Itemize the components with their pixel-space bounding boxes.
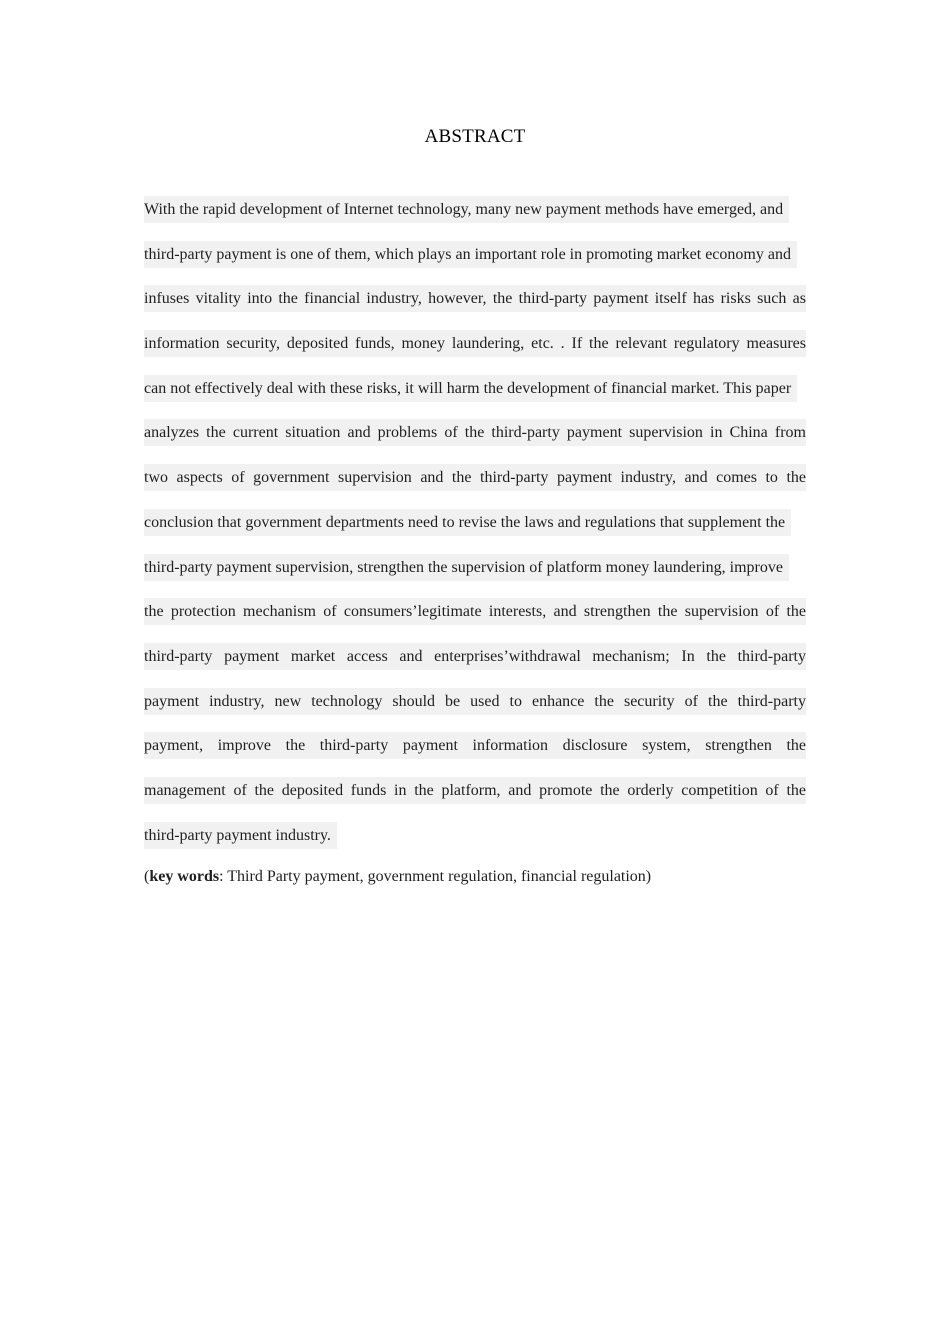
abstract-line: payment, improve the third-party payment information disclosure system, strengthen the: [144, 730, 806, 775]
abstract-line: third-party payment industry.: [144, 820, 806, 865]
abstract-line: management of the deposited funds in the platform, and promote the orderly competition of the: [144, 775, 806, 820]
abstract-body: [144, 194, 806, 864]
abstract-title: ABSTRACT: [424, 126, 526, 147]
keywords-text: : Third Party payment, government regulation, financial regulation): [219, 868, 652, 885]
keywords-open-paren: (: [144, 868, 150, 885]
keywords-line: [144, 866, 651, 888]
abstract-line: third-party payment supervision, strengthen the supervision of platform money laundering, improve: [144, 552, 806, 597]
abstract-line: two aspects of government supervision and the third-party payment industry, and comes to the: [144, 462, 806, 507]
abstract-line: the protection mechanism of consumers’legitimate interests, and strengthen the supervision of the: [144, 596, 806, 641]
abstract-line: information security, deposited funds, money laundering, etc. . If the relevant regulatory measures: [144, 328, 806, 373]
abstract-line: payment industry, new technology should be used to enhance the security of the third-party: [144, 686, 806, 731]
abstract-line: third-party payment is one of them, which plays an important role in promoting market economy and: [144, 239, 806, 284]
abstract-line: analyzes the current situation and problems of the third-party payment supervision in China from: [144, 417, 806, 462]
abstract-line: conclusion that government departments need to revise the laws and regulations that supplement the: [144, 507, 806, 552]
abstract-line: can not effectively deal with these risks, it will harm the development of financial market. This paper: [144, 373, 806, 418]
abstract-line: infuses vitality into the financial industry, however, the third-party payment itself has risks such as: [144, 283, 806, 328]
abstract-line: With the rapid development of Internet technology, many new payment methods have emerged, and: [144, 194, 806, 239]
abstract-line: third-party payment market access and enterprises’withdrawal mechanism; In the third-party: [144, 641, 806, 686]
keywords-label: key words: [149, 868, 220, 885]
